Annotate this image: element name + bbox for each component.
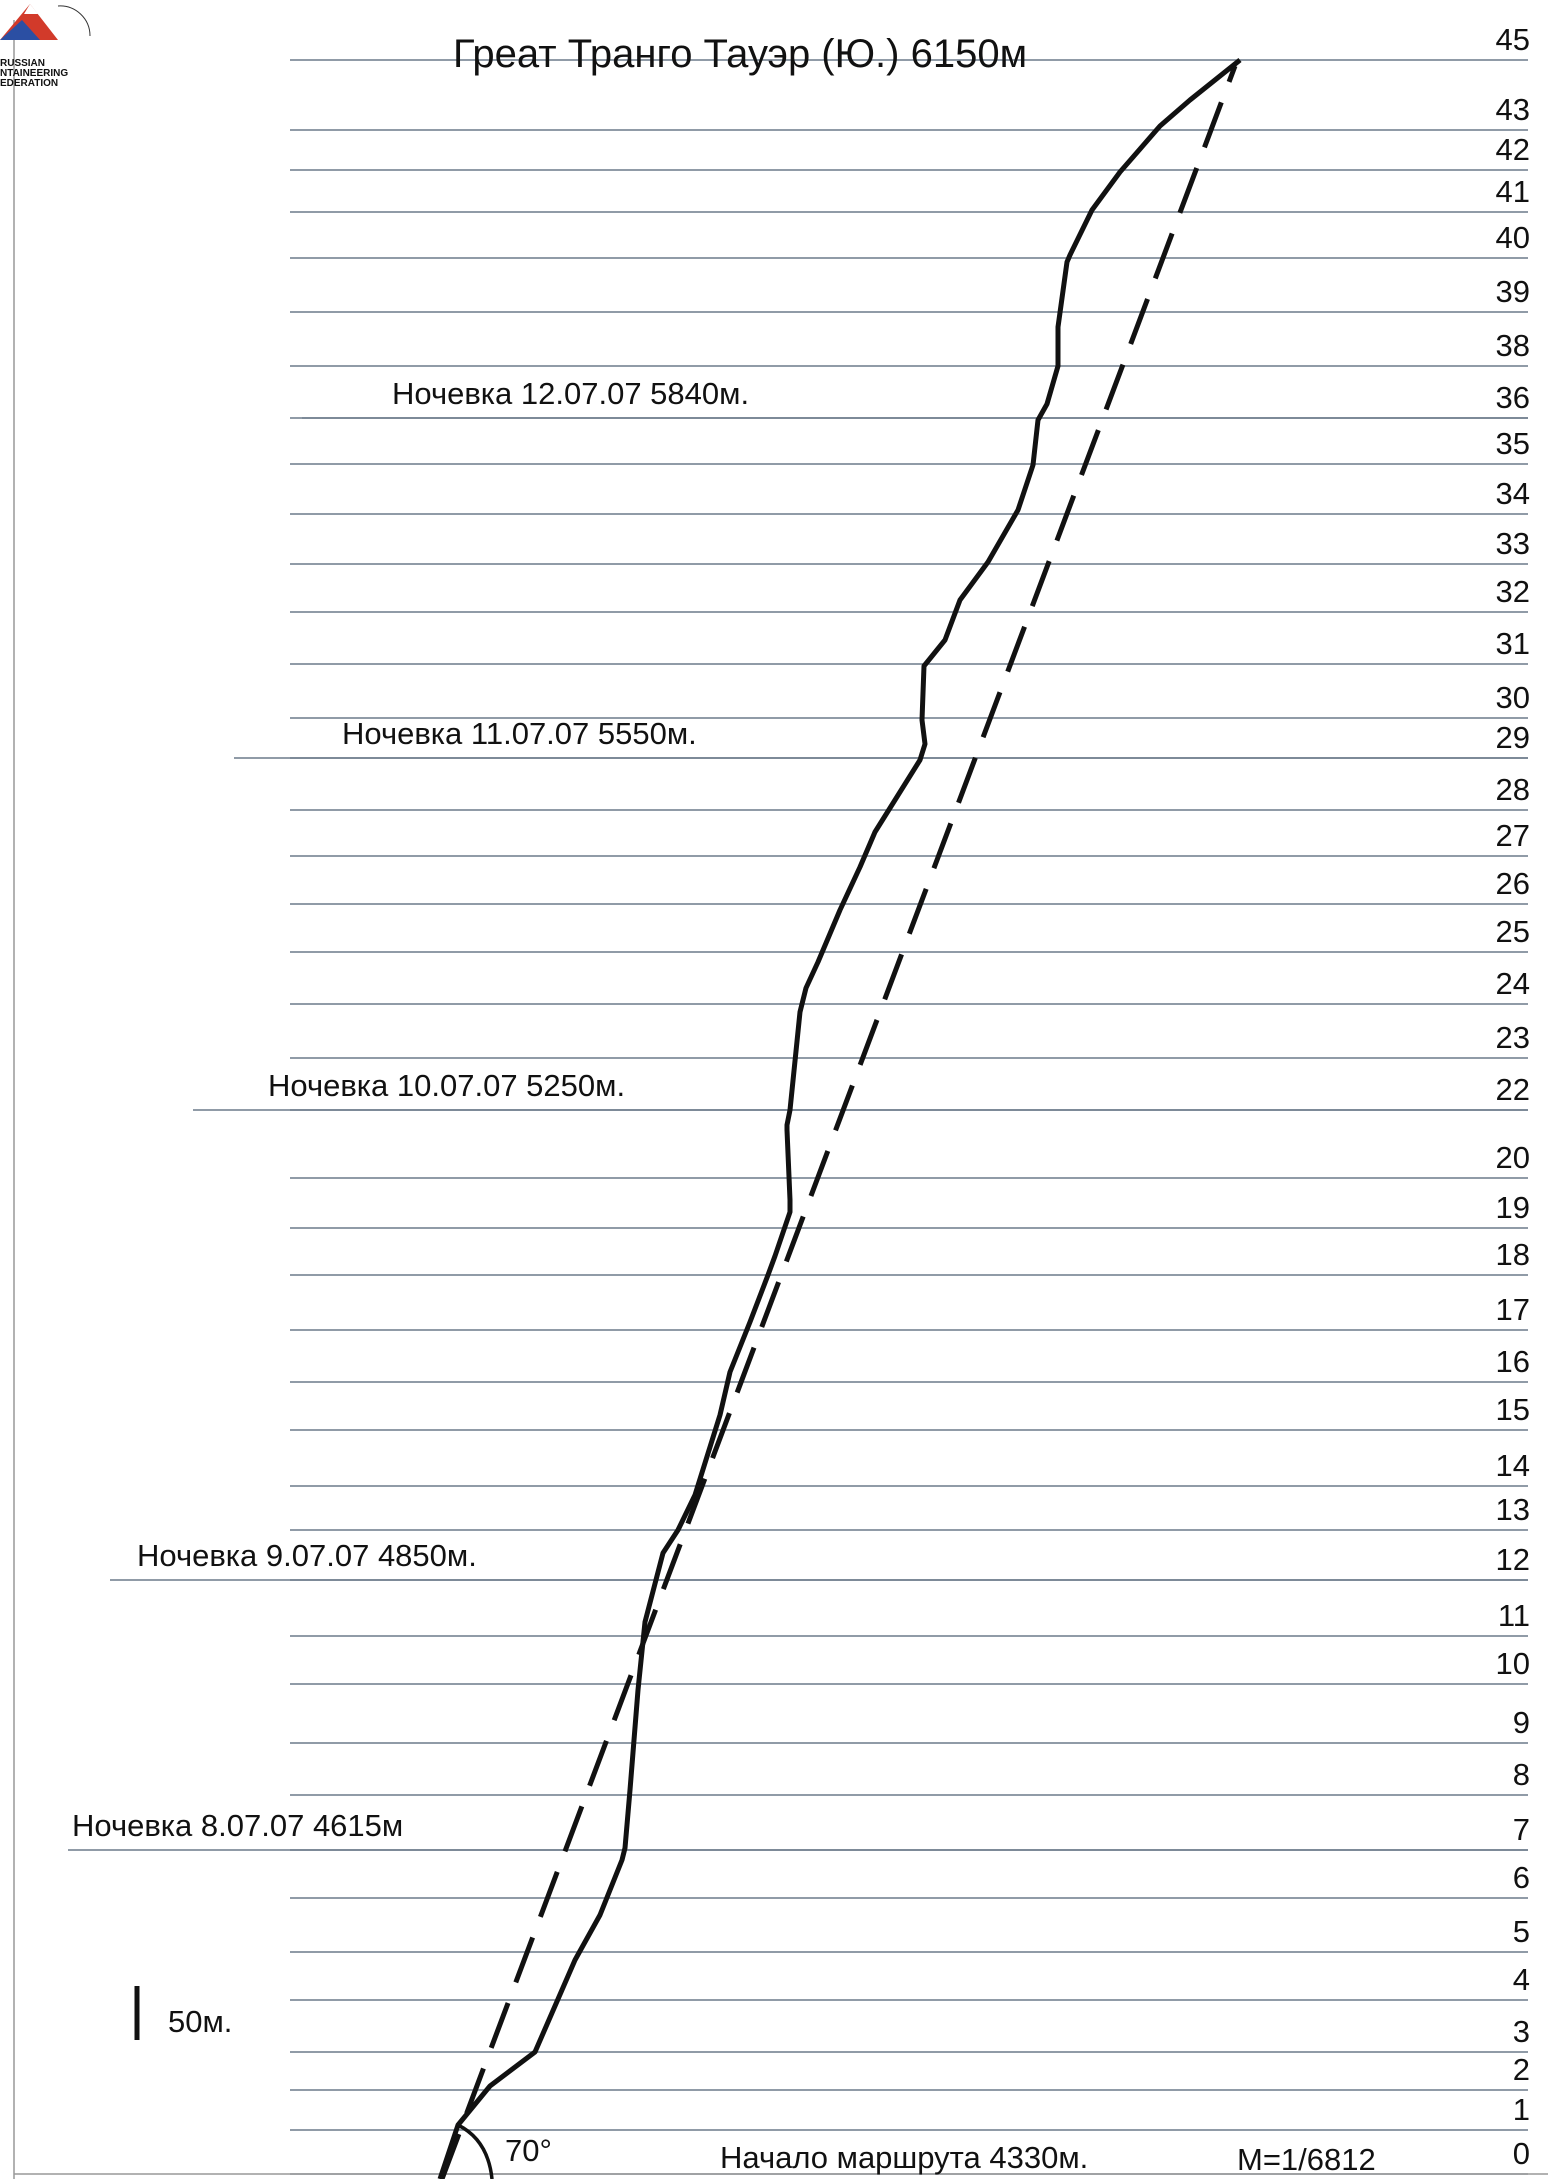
pitch-number: 13 xyxy=(1495,1492,1530,1527)
map-scale-label: М=1/6812 xyxy=(1237,2142,1376,2177)
pitch-number: 12 xyxy=(1495,1542,1530,1577)
pitch-number: 10 xyxy=(1495,1646,1530,1681)
pitch-number: 22 xyxy=(1495,1072,1530,1107)
bivouac-rules xyxy=(68,418,1528,1850)
angle-arc xyxy=(458,2125,492,2179)
pitch-number: 9 xyxy=(1512,1705,1530,1740)
pitch-number: 17 xyxy=(1495,1292,1530,1327)
pitch-number: 14 xyxy=(1495,1448,1530,1483)
pitch-number: 23 xyxy=(1495,1020,1530,1055)
pitch-number: 3 xyxy=(1512,2014,1530,2049)
pitch-number: 40 xyxy=(1495,220,1530,255)
pitch-number: 24 xyxy=(1495,966,1530,1001)
pitch-number: 18 xyxy=(1495,1237,1530,1272)
pitch-number: 33 xyxy=(1495,526,1530,561)
pitch-number: 34 xyxy=(1495,476,1530,511)
federation-logo xyxy=(0,0,104,92)
pitch-number: 2 xyxy=(1512,2052,1530,2087)
bivouac-label: Ночевка 8.07.07 4615м xyxy=(72,1808,404,1843)
bivouac-label: Ночевка 12.07.07 5840м. xyxy=(392,376,750,411)
pitch-number: 26 xyxy=(1495,866,1530,901)
pitch-number: 36 xyxy=(1495,380,1530,415)
angle-label: 70° xyxy=(505,2133,552,2168)
pitch-number: 7 xyxy=(1512,1812,1530,1847)
pitch-number: 16 xyxy=(1495,1344,1530,1379)
federation-logo-mark xyxy=(0,0,104,60)
pitch-number: 41 xyxy=(1495,174,1530,209)
pitch-number: 20 xyxy=(1495,1140,1530,1175)
pitch-number: 6 xyxy=(1512,1860,1530,1895)
pitch-number: 35 xyxy=(1495,426,1530,461)
pitch-number: 15 xyxy=(1495,1392,1530,1427)
bivouac-label: Ночевка 9.07.07 4850м. xyxy=(137,1538,477,1573)
pitch-number: 42 xyxy=(1495,132,1530,167)
pitch-number: 38 xyxy=(1495,328,1530,363)
pitch-number: 43 xyxy=(1495,92,1530,127)
pitch-number: 1 xyxy=(1512,2092,1530,2127)
pitch-number: 31 xyxy=(1495,626,1530,661)
pitch-number: 29 xyxy=(1495,720,1530,755)
pitch-number: 19 xyxy=(1495,1190,1530,1225)
pitch-number: 4 xyxy=(1512,1962,1530,1997)
pitch-number: 32 xyxy=(1495,574,1530,609)
bivouac-label: Ночевка 10.07.07 5250м. xyxy=(268,1068,626,1103)
pitch-number: 30 xyxy=(1495,680,1530,715)
pitch-number: 5 xyxy=(1512,1914,1530,1949)
diagram-title: Греат Транго Тауэр (Ю.) 6150м xyxy=(453,32,1028,76)
pitch-number: 45 xyxy=(1495,22,1530,57)
pitch-number: 39 xyxy=(1495,274,1530,309)
pitch-number: 8 xyxy=(1512,1757,1530,1792)
pitch-number: 0 xyxy=(1512,2136,1530,2171)
logo-line-2: NTAINEERING xyxy=(0,68,69,79)
pitch-number: 11 xyxy=(1497,1598,1530,1633)
logo-line-1: RUSSIAN xyxy=(0,58,46,69)
scale-bar-label: 50м. xyxy=(168,2004,233,2039)
pitch-number: 28 xyxy=(1495,772,1530,807)
bivouac-label: Ночевка 11.07.07 5550м. xyxy=(342,716,697,751)
route-start-label: Начало маршрута 4330м. xyxy=(720,2140,1089,2175)
pitch-number: 27 xyxy=(1495,818,1530,853)
logo-line-3: EDERATION xyxy=(0,78,59,89)
pitch-number: 25 xyxy=(1495,914,1530,949)
